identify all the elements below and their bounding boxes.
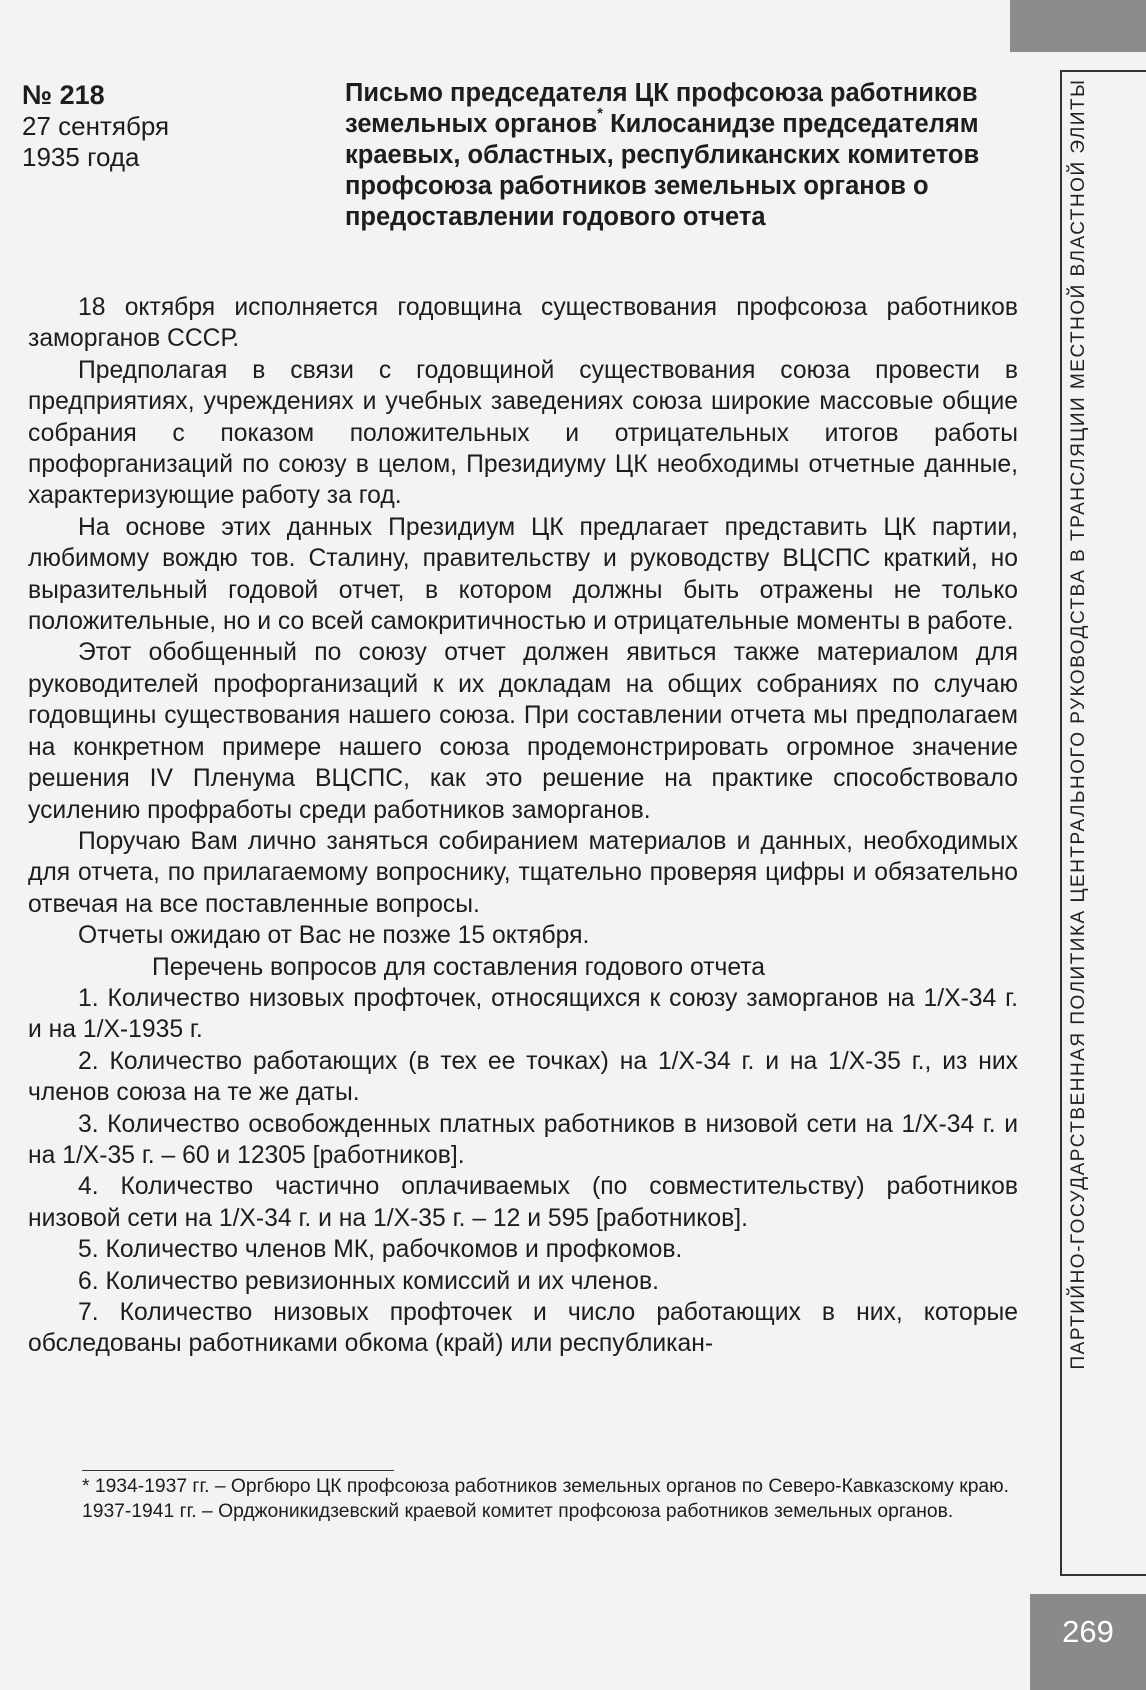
question-item: 6. Количество ревизионных комиссий и их членов. — [78, 1267, 659, 1295]
question-item: 3. Количество освобожденных платных работников в низовой сети на 1/Х-34 г. и на 1/Х-35 г. – 60 и 12305 [работников]. — [28, 1110, 1018, 1169]
paragraph: На основе этих данных Президиум ЦК предлагает представить ЦК партии, любимому вождю тов. Сталину, правительству и руководству ВЦСПС краткий, но выразительный годовой отчет, в котором должны быть отражены не только положительные, но и со всей самокритичностью и отрицательные моменты в работе. — [28, 513, 1018, 636]
letter-body — [28, 292, 1018, 1360]
footnote-mark: * — [597, 105, 604, 122]
question-item: 4. Количество частично оплачиваемых (по совместительству) работников низовой сети на 1/Х-34 г. и на 1/Х-35 г. – 12 и 595 [работников]. — [28, 1173, 1018, 1232]
footnote-divider — [82, 1470, 394, 1471]
list-heading: Перечень вопросов для составления годового отчета — [152, 953, 766, 981]
document-meta — [22, 80, 262, 173]
title-rest: Килосанидзе председателям краевых, областных, республиканских комитетов профсоюза работников земельных органов о предоставлении годового отчета — [345, 110, 980, 231]
paragraph: Поручаю Вам лично заняться собиранием материалов и данных, необходимых для отчета, по прилагаемому вопроснику, тщательно проверяя цифры и обязательно отвечая на все поставленные вопросы. — [28, 827, 1018, 918]
paragraph: 18 октября исполняется годовщина существования профсоюза работников заморганов СССР. — [28, 294, 1018, 353]
footnote: 1937-1941 гг. – Орджоникидзевский краевой комитет профсоюза работников земельных органов. — [82, 1501, 954, 1522]
question-item: 1. Количество низовых профточек, относящихся к союзу заморганов на 1/Х-34 г. и на 1/Х-1935 г. — [28, 984, 1018, 1044]
question-item: 5. Количество членов МК, рабочкомов и профкомов. — [78, 1236, 683, 1264]
footnote: * 1934-1937 гг. – Оргбюро ЦК профсоюза работников земельных органов по Северо-Кавказскому краю. — [82, 1476, 1009, 1497]
document-title — [345, 78, 1025, 233]
paragraph: Предполагая в связи с годовщиной существования союза провести в предприятиях, учреждениях и учебных заведениях союза широкие массовые общие собрания с показом положительных и отрицательных итогов работы профорганизаций по союзу в целом, Президиуму ЦК необходимы отчетные данные, характеризующие работу за год. — [28, 356, 1018, 510]
footnotes — [30, 1474, 1020, 1524]
running-title: ПАРТИЙНО-ГОСУДАРСТВЕННАЯ ПОЛИТИКА ЦЕНТРАЛЬНОГО РУКОВОДСТВА В ТРАНСЛЯЦИИ МЕСТНОЙ ВЛАСТНОЙ ЭЛИТЫ — [1068, 78, 1089, 1370]
paragraph: Отчеты ожидаю от Вас не позже 15 октября. — [78, 922, 590, 950]
question-item: 2. Количество работающих (в тех ее точках) на 1/Х-34 г. и на 1/Х-35 г., из них членов союза на те же даты. — [28, 1047, 1018, 1107]
question-item: 7. Количество низовых профточек и число работающих в них, которые обследованы работниками обкома (край) или республикан- — [28, 1299, 1018, 1358]
document-number: № 218 — [22, 80, 105, 110]
paragraph: Этот обобщенный по союзу отчет должен явиться также материалом для руководителей профорганизаций к их докладам на общих собраниях по случаю годовщины существования нашего союза. При составлении отчета мы предполагаем на конкретном примере нашего союза продемонстрировать огромное значение решения IV Пленума ВЦСПС, как это решение на практике способствовало усилению профработы среди работников заморганов. — [28, 639, 1018, 824]
document-date-line-1: 27 сентября — [22, 111, 170, 141]
title-main: Письмо председателя ЦК профсоюза работников земельных органов — [345, 79, 978, 138]
page-number: 269 — [1062, 1614, 1114, 1649]
document-date-line-2: 1935 года — [22, 142, 140, 172]
